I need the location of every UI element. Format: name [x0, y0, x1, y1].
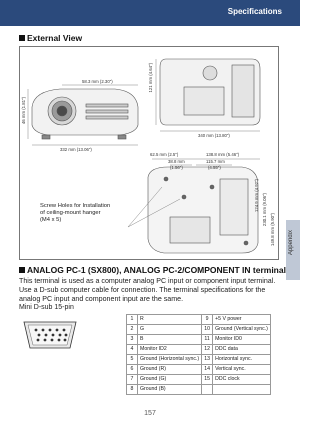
- connector-label: Mini D-sub 15-pin: [19, 304, 74, 311]
- terminal-paragraph-2: The terminal specifications for the analog PC input and component input are the same.: [19, 286, 266, 303]
- projector-front-view: [32, 89, 138, 139]
- terminal-heading: [19, 265, 286, 275]
- dim-bottom-4: 115.7 mm: [206, 159, 225, 164]
- table-row: 1 R 9 +5 V power: [127, 315, 271, 325]
- screw-note-line-2: of ceiling-mount hanger: [40, 210, 101, 216]
- dim-height-front: 46 mm (1.81"): [21, 97, 26, 125]
- dim-depth-top: 340 mm (13.80"): [198, 133, 230, 138]
- dim-bottom-4b: (4.55"): [208, 165, 221, 170]
- page-header: [0, 0, 300, 26]
- dim-height-side: 121 mm (4.64"): [148, 63, 153, 93]
- dim-width-front: 332 mm (13.06"): [60, 147, 92, 152]
- table-row: 4 Monitor ID2 12 DDC data: [127, 345, 271, 355]
- table-row: 7 Ground (G) 15 DDC clock: [127, 375, 271, 385]
- projector-bottom-view: [148, 167, 258, 253]
- header-title: Specifications: [227, 7, 282, 16]
- dim-bottom-1: 62.5 mm (2.5"): [150, 152, 179, 157]
- terminal-description: [19, 277, 281, 304]
- table-row: 5 Ground (Horizontal sync.) 13 Horizontal sync.: [127, 355, 271, 365]
- pin-assignment-table: [126, 314, 271, 395]
- dsub-connector-diagram: [22, 318, 78, 352]
- dim-bottom-3b: (1.56"): [170, 165, 183, 170]
- dim-bottom-6: 230.1 mm (9.06"): [262, 193, 267, 227]
- terminal-title: ANALOG PC-1 (SX800), ANALOG PC-2/COMPONENT IN terminal: [27, 265, 286, 275]
- table-row: 3 B 11 Monitor ID0: [127, 335, 271, 345]
- table-row: 8 Ground (B): [127, 385, 271, 395]
- screw-note-line-3: (M4 x 5): [40, 217, 62, 223]
- screw-note-line-1: Screw Holes for Installation: [40, 203, 111, 209]
- bullet-square-icon: [19, 35, 25, 41]
- dim-bottom-3: 38.8 mm: [168, 159, 185, 164]
- projector-top-view: [160, 59, 260, 125]
- dim-lens-offset: 58.3 mm (2.30"): [82, 79, 113, 84]
- page-number: 157: [144, 410, 156, 417]
- dim-bottom-7: 149.8 mm (5.90"): [270, 213, 275, 247]
- screw-holes-note: [40, 203, 110, 224]
- side-tab-label: Appendix: [288, 230, 294, 256]
- terminal-paragraph-1: This terminal is used as a computer analog PC input or component input terminal. Use a D-sub computer cable for connection.: [19, 277, 276, 294]
- bullet-square-icon: [19, 267, 25, 273]
- dim-bottom-2: 138.8 mm (5.46"): [206, 152, 240, 157]
- external-view-figure: [19, 46, 279, 260]
- external-view-title: External View: [27, 33, 83, 43]
- table-row: 2 G 10 Ground (Vertical sync.): [127, 325, 271, 335]
- side-tab-appendix[interactable]: [286, 220, 300, 280]
- table-row: 6 Ground (R) 14 Vertical sync.: [127, 365, 271, 375]
- external-view-heading: [19, 33, 82, 43]
- dim-bottom-5: 124.9 mm (4.92"): [254, 179, 259, 213]
